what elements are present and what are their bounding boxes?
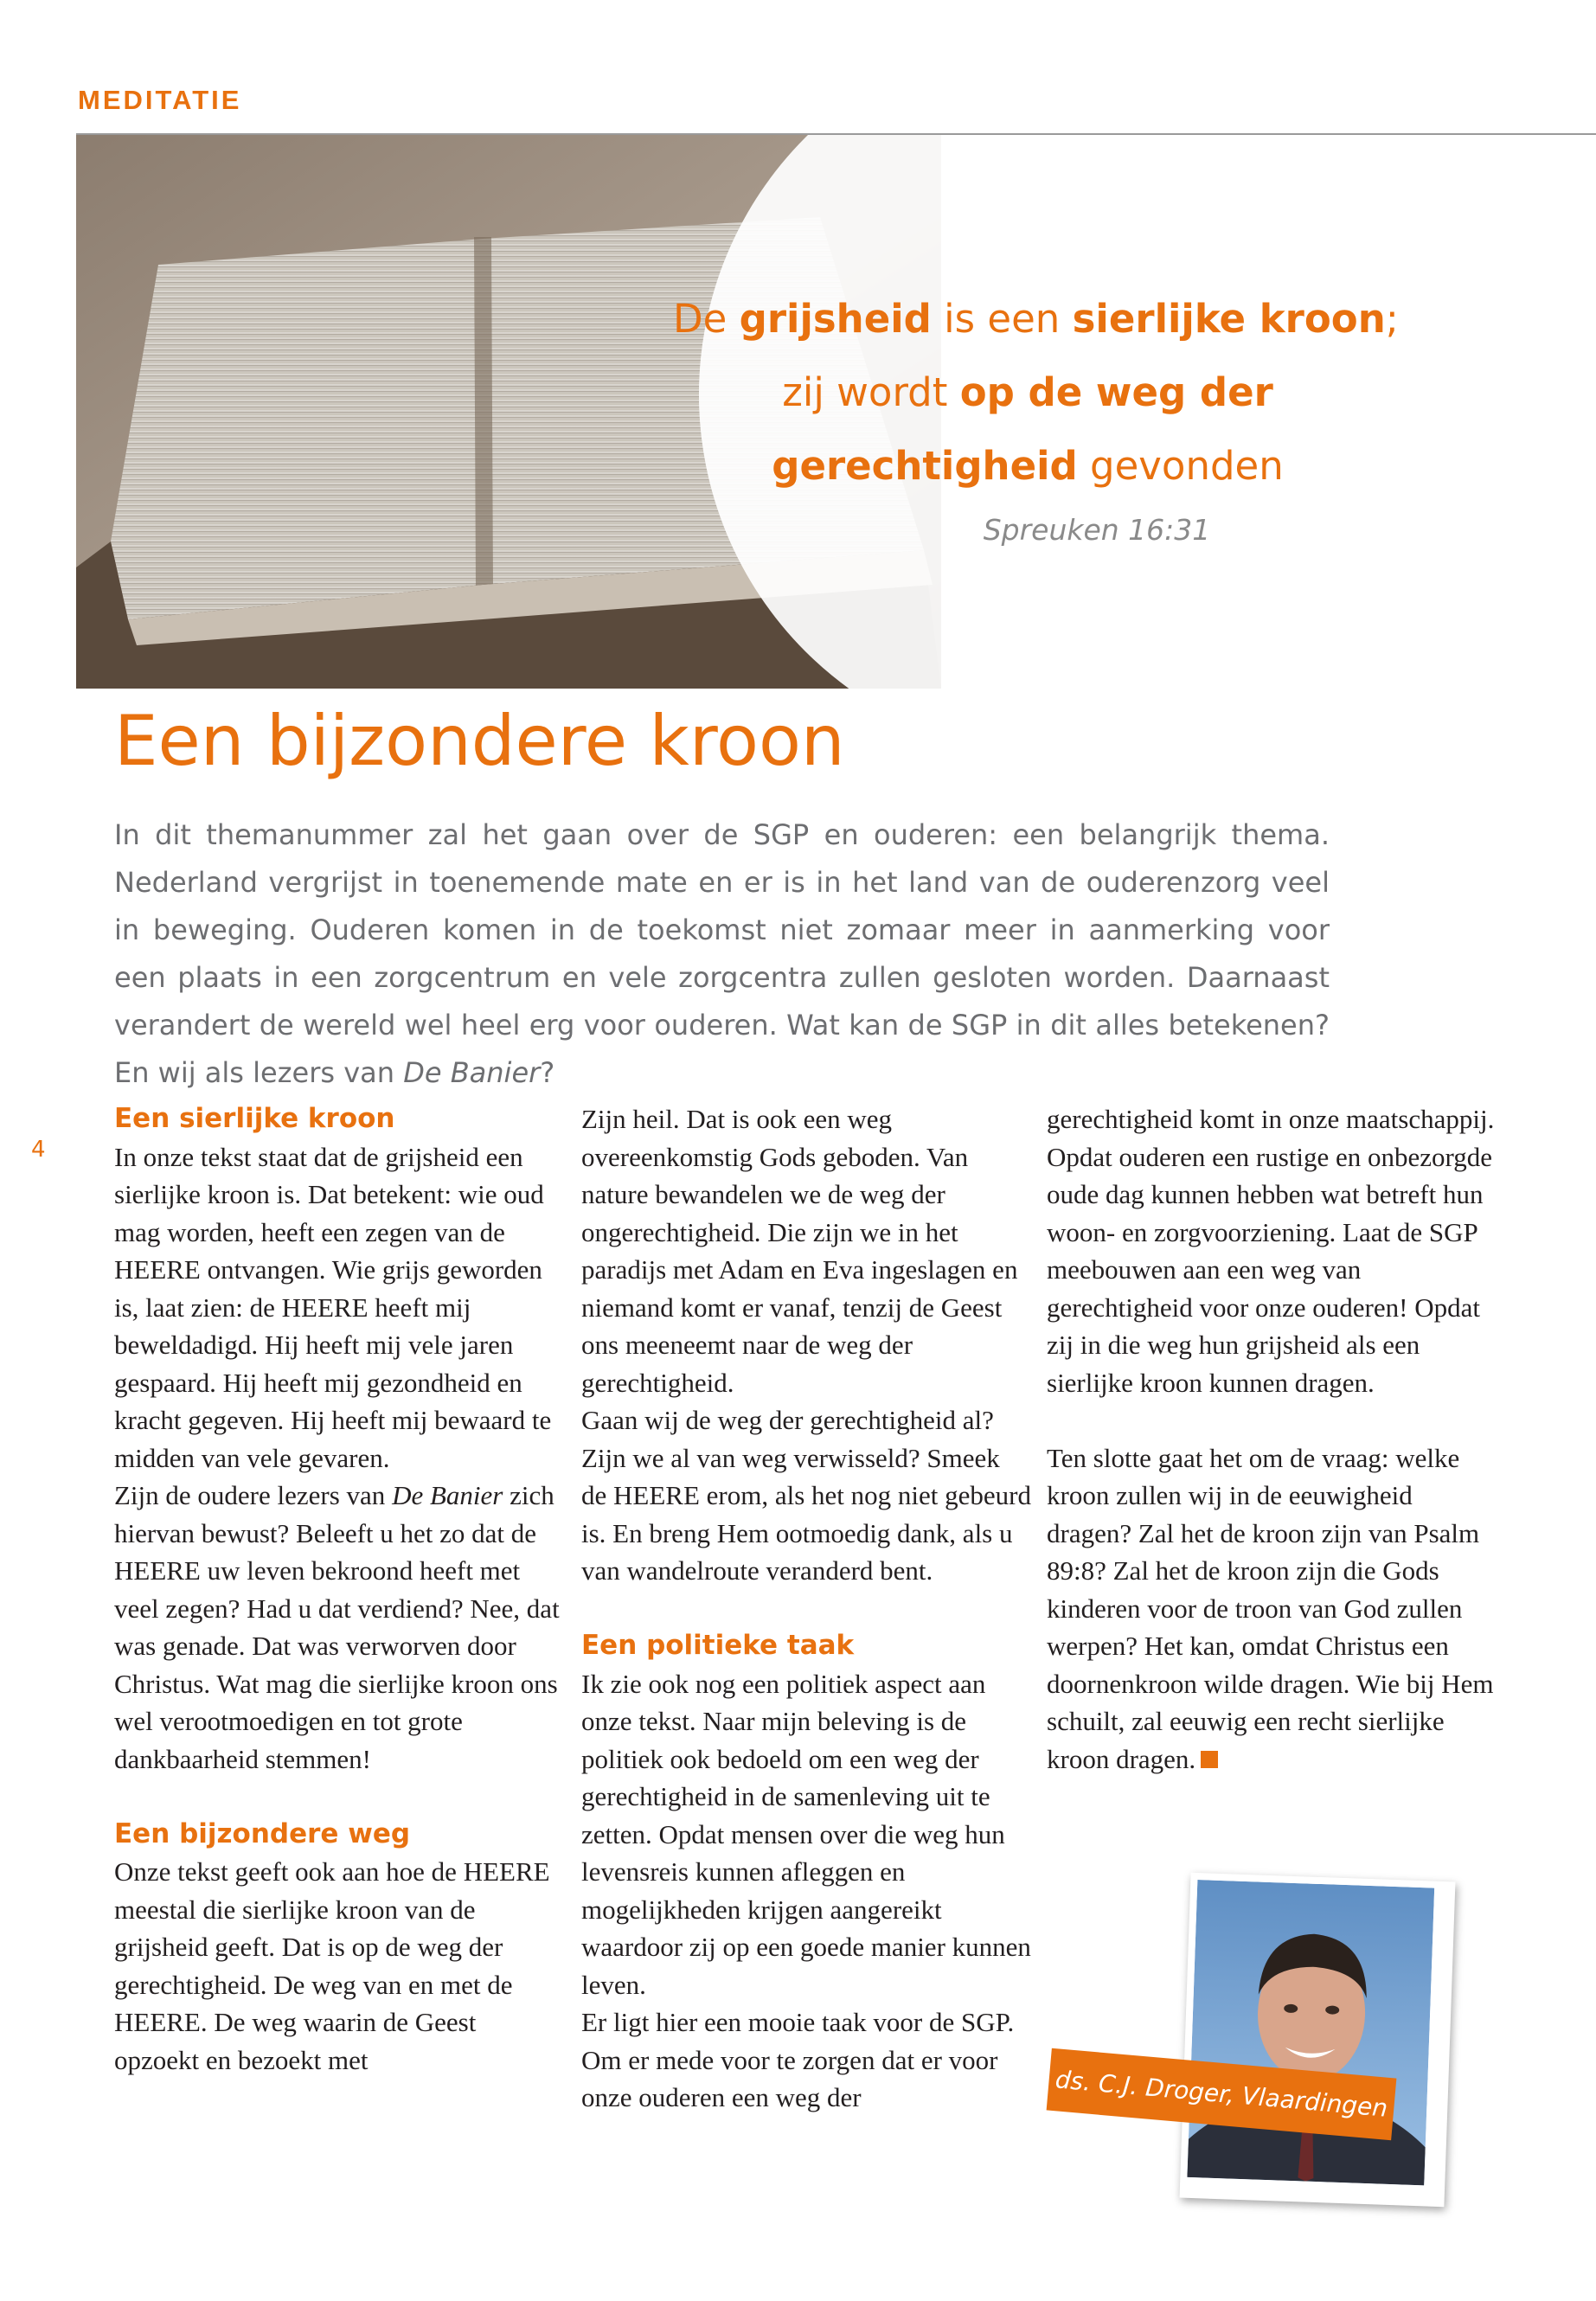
subheading-politieke-taak: Een politieke taak	[581, 1630, 855, 1661]
paragraph: Zijn de oudere lezers van De Banier zich hiervan bewust? Beleeft u het zo dat de HEERE uw leven bekroond heeft met veel zegen? Had u dat verdiend? Nee, dat was genade. Dat was verworven door Christus. Wat mag die sierlijke kroon ons wel verootmoedigen en tot grote dankbaarheid stemmen!	[114, 1480, 560, 1774]
paragraph: Ik zie ook nog een politiek aspect aan onze tekst. Naar mijn beleving is de politiek ook bedoeld om een weg der gerechtigheid in de samenleving uit te zetten. Opdat mensen over die weg hun levensreis kunnen afleggen en mogelijkheden krijgen aangereikt waardoor zij op een goede manier kunnen leven.	[581, 1668, 1031, 2000]
article-intro: In dit themanummer zal het gaan over de SGP en ouderen: een belangrijk thema. Nederland vergrijst in toenemende mate en er is in het land van de ouderenzorg veel in beweging. Ouderen komen in de toekomst niet zomaar meer in aanmerking voor een plaats in een zorgcentrum en vele zorgcentra zullen gesloten worden. Daarnaast verandert de wereld wel heel erg voor ouderen. Wat kan de SGP in dit alles betekenen? En wij als lezers van De Banier?	[114, 818, 1330, 1089]
page-number: 4	[31, 1137, 46, 1163]
quote-line-2: zij wordt op de weg der	[782, 369, 1273, 415]
paragraph: Er ligt hier een mooie taak voor de SGP. Om er mede voor te zorgen dat er voor onze ouderen een weg der	[581, 2007, 1015, 2112]
author-photo	[1180, 1873, 1456, 2207]
quote-line-1: De grijsheid is een sierlijke kroon;	[673, 296, 1399, 342]
section-label: MEDITATIE	[78, 85, 242, 115]
column-1	[114, 1100, 564, 2079]
author-caption: ds. C.J. Droger, Vlaardingen	[1047, 2048, 1397, 2141]
bible-quote	[673, 282, 1399, 547]
paragraph: Ten slotte gaat het om de vraag: welke kroon zullen wij in de eeuwigheid dragen? Zal het de kroon zijn van Psalm 89:8? Zal het de kroon zijn die Gods kinderen voor de troon van God zullen werpen? Het kan, omdat Christus een doornenkroon wilde dragen. Wie bij Hem schuilt, zal eeuwig een recht sierlijke kroon dragen.	[1047, 1442, 1494, 1774]
quote-reference: Spreuken 16:31	[983, 513, 1211, 547]
author-portrait	[1187, 1880, 1434, 2185]
paragraph: Onze tekst geeft ook aan hoe de HEERE meestal die sierlijke kroon van de grijsheid geeft. Dat is op de weg der gerechtigheid. De weg van en met de HEERE. De weg waarin de Geest opzoekt en bezoekt met	[114, 1856, 550, 2075]
paragraph: Gaan wij de weg der gerechtigheid al? Zijn we al van weg verwisseld? Smeek de HEERE erom, als het nog niet gebeurd is. En breng Hem ootmoedig dank, als u van wandelroute veranderd bent.	[581, 1405, 1031, 1586]
hero-banner	[76, 135, 1596, 689]
column-2	[581, 1100, 1031, 2117]
subheading-sierlijke-kroon: Een sierlijke kroon	[114, 1103, 395, 1134]
end-of-article-mark	[1201, 1751, 1218, 1768]
paragraph: gerechtigheid komt in onze maatschappij. Opdat ouderen een rustige en onbezorgde oude dag kunnen hebben wat betreft hun woon- en zorgvoorziening. Laat de SGP meebouwen aan een weg van gerechtigheid voor onze ouderen! Opdat zij in die weg hun grijsheid als een sierlijke kroon kunnen dragen.	[1047, 1104, 1495, 1398]
paragraph: In onze tekst staat dat de grijsheid een sierlijke kroon is. Dat betekent: wie oud mag worden, heeft een zegen van de HEERE ontvangen. Wie grijs geworden is, laat zien: de HEERE heeft mij beweldadigd. Hij heeft mij vele jaren gespaard. Hij heeft mij gezondheid en kracht gegeven. Hij heeft mij bewaard te midden van vele gevaren.	[114, 1141, 552, 1473]
subheading-bijzondere-weg: Een bijzondere weg	[114, 1817, 411, 1849]
quote-line-3: gerechtigheid gevonden	[772, 443, 1284, 489]
article-title: Een bijzondere kroon	[114, 701, 845, 781]
paragraph: Zijn heil. Dat is ook een weg overeenkomstig Gods geboden. Van nature bewandelen we de weg der ongerechtigheid. Die zijn we in het paradijs met Adam en Eva ingeslagen en niemand komt er vanaf, tenzij de Geest ons meeneemt naar de weg der gerechtigheid.	[581, 1104, 1018, 1398]
column-3	[1047, 1100, 1497, 1778]
